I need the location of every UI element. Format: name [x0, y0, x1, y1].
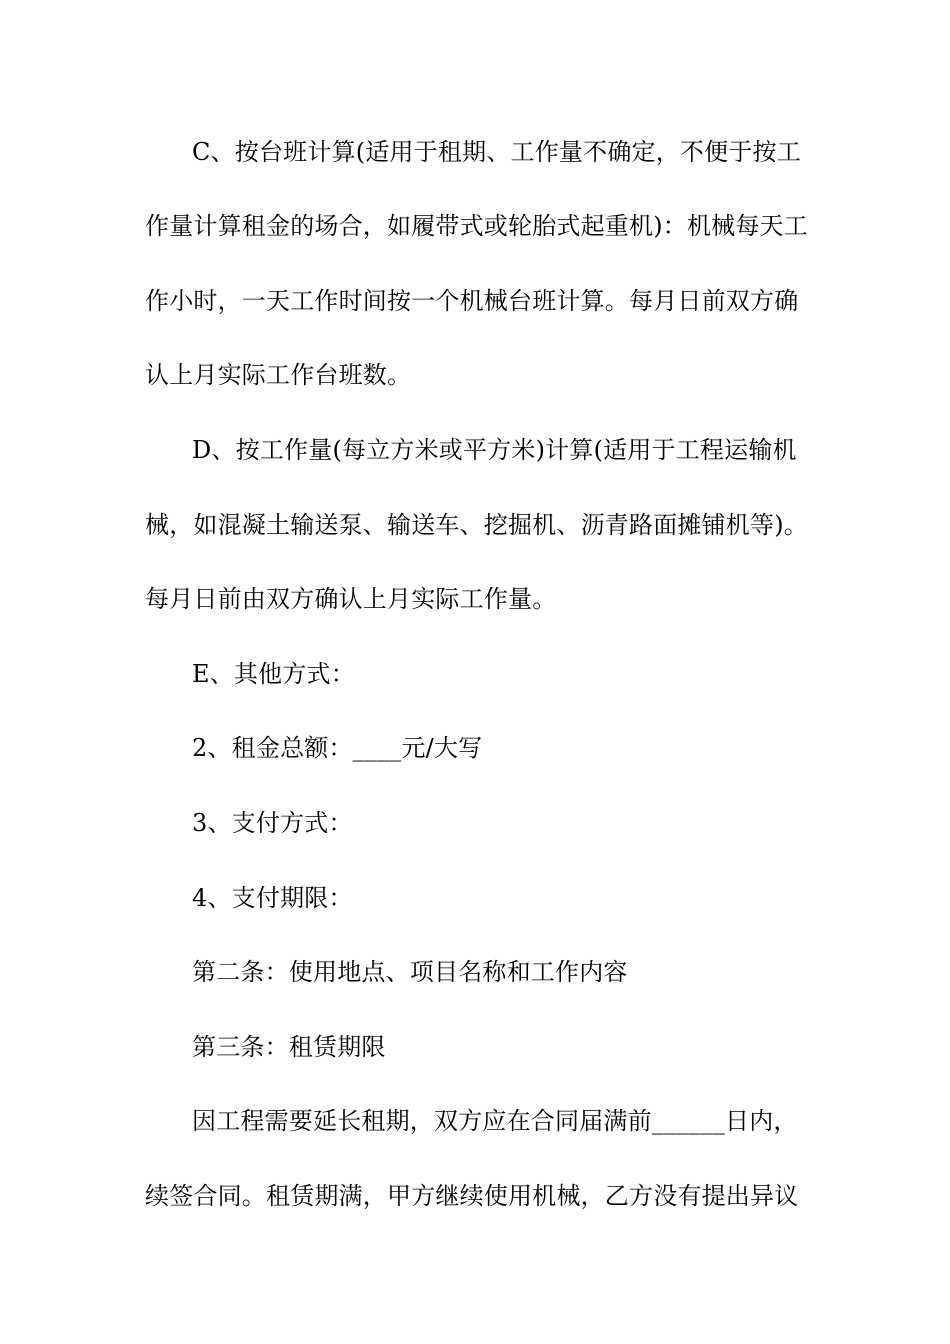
payment-deadline: 4、支付期限： — [192, 884, 353, 912]
paragraph-d-line-1: D、按工作量(每立方米或平方米)计算(适用于工程运输机 — [192, 436, 797, 464]
extension-paragraph-line-2: 续签合同。租赁期满，甲方继续使用机械，乙方没有提出异议 — [145, 1182, 799, 1210]
paragraph-c-line-3: 作小时，一天工作时间按一个机械台班计算。每月日前双方确 — [145, 287, 799, 315]
article-three-heading: 第三条：租赁期限 — [192, 1033, 386, 1061]
rent-total: 2、租金总额：____元/大写 — [192, 734, 483, 762]
paragraph-c-line-4: 认上月实际工作台班数。 — [145, 361, 412, 389]
paragraph-e: E、其他方式： — [192, 660, 355, 688]
paragraph-d-line-2: 械，如混凝土输送泵、输送车、挖掘机、沥青路面摊铺机等)。 — [145, 511, 808, 539]
paragraph-d-line-3: 每月日前由双方确认上月实际工作量。 — [145, 585, 557, 613]
extension-paragraph-line-1: 因工程需要延长租期，双方应在合同届满前______日内， — [192, 1107, 798, 1135]
paragraph-c-line-2: 作量计算租金的场合，如履带式或轮胎式起重机)：机械每天工 — [145, 212, 808, 240]
article-two-heading: 第二条：使用地点、项目名称和工作内容 — [192, 958, 628, 986]
payment-method: 3、支付方式： — [192, 809, 353, 837]
paragraph-c-line-1: C、按台班计算(适用于租期、工作量不确定，不便于按工 — [192, 138, 801, 166]
